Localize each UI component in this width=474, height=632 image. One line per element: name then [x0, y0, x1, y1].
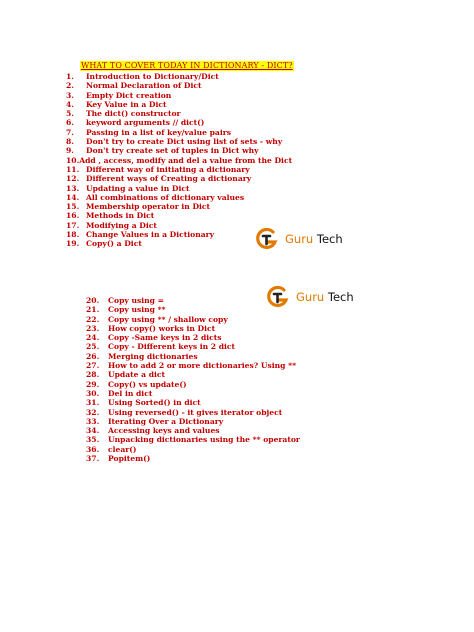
item-number: 27.: [86, 361, 100, 371]
item-number: 12.: [66, 174, 80, 184]
item-number: 19.: [66, 239, 80, 249]
list-item: [86, 380, 326, 389]
item-number: 11.: [66, 164, 80, 174]
item-number: 2.: [66, 81, 74, 91]
item-number: 4.: [66, 99, 74, 109]
item-text: Copy - Different keys in 2 dict: [108, 342, 236, 352]
item-number: 35.: [86, 435, 100, 445]
item-text: Key Value in a Dict: [86, 99, 167, 109]
item-text: Don't try create set of tuples in Dict why: [86, 146, 259, 156]
list-item: [86, 408, 326, 417]
item-text: All combinations of dictionary values: [86, 192, 245, 202]
list-item: [66, 184, 306, 193]
list-item: [66, 193, 306, 202]
item-number: 25.: [86, 342, 100, 352]
item-number: 6.: [66, 118, 74, 128]
topic-list-part-2: [86, 296, 326, 463]
item-number: 18.: [66, 230, 80, 240]
list-item: [66, 146, 306, 155]
item-number: 8.: [66, 137, 74, 147]
item-number: 29.: [86, 379, 100, 389]
item-text: Introduction to Dictionary/Dict: [86, 72, 219, 81]
list-item: [86, 398, 326, 407]
item-text: Normal Declaration of Dict: [86, 81, 202, 91]
list-item: [66, 100, 306, 109]
list-item: [66, 211, 306, 220]
list-item: [86, 454, 326, 463]
gurutech-logo-icon: [255, 227, 279, 251]
item-text: Del in dict: [108, 388, 153, 398]
item-text: Iterating Over a Dictionary: [108, 416, 224, 426]
list-item: [86, 315, 326, 324]
item-text: Copy using **: [108, 305, 166, 315]
item-text: Empty Dict creation: [86, 90, 172, 100]
list-item: [66, 81, 306, 90]
list-item: [66, 118, 306, 127]
item-text: How copy() works in Dict: [108, 323, 216, 333]
item-text: Different way of initiating a dictionary: [86, 164, 250, 174]
item-number: 14.: [66, 192, 80, 202]
item-number: 31.: [86, 398, 100, 408]
list-item: [66, 109, 306, 118]
list-item: [66, 202, 306, 211]
item-text: Don't try to create Dict using list of sets - why: [86, 137, 283, 147]
list-item: [66, 165, 306, 174]
item-text: Different ways of Creating a dictionary: [86, 174, 252, 184]
item-number: 10.: [66, 155, 80, 165]
document-title: WHAT TO COVER TODAY IN DICTIONARY - DICT?: [81, 61, 293, 70]
logo-text-tech: Tech: [313, 232, 343, 246]
item-number: 3.: [66, 90, 74, 100]
item-text: Using reversed() - it gives iterator object: [108, 407, 283, 417]
list-item: [66, 137, 306, 146]
item-text: Accessing keys and values: [108, 426, 220, 436]
logo-text-guru: Guru: [285, 232, 314, 246]
list-item: [86, 296, 326, 305]
item-text: Copy() vs update(): [108, 379, 187, 389]
item-number: 16.: [66, 211, 80, 221]
item-text: Change Values in a Dictionary: [86, 230, 215, 240]
item-text: Methods in Dict: [86, 211, 155, 221]
item-text: Membership operator in Dict: [86, 202, 211, 212]
list-item: [66, 91, 306, 100]
list-item: [66, 72, 306, 81]
item-text: keyword arguments // dict(): [86, 118, 205, 128]
item-text: How to add 2 or more dictionaries? Using **: [108, 361, 297, 371]
item-text: Copy using =: [108, 296, 164, 305]
list-item: [86, 305, 326, 314]
item-text: clear(): [108, 444, 137, 454]
item-number: 23.: [86, 323, 100, 333]
item-number: 20.: [86, 296, 100, 305]
list-item: [66, 174, 306, 183]
list-item: [86, 352, 326, 361]
list-item: [86, 389, 326, 398]
item-text: The dict() constructor: [86, 109, 181, 119]
logo-text-guru: Guru: [296, 290, 325, 304]
item-text: Passing in a list of key/value pairs: [86, 127, 232, 137]
list-item: [86, 361, 326, 370]
item-text: Modifying a Dict: [86, 220, 157, 230]
item-text: Add , access, modify and del a value from the Dict: [79, 155, 293, 165]
list-item: [86, 370, 326, 379]
gurutech-logo-text: [285, 232, 343, 246]
item-text: Copy -Same keys in 2 dicts: [108, 333, 222, 343]
item-number: 32.: [86, 407, 100, 417]
item-number: 36.: [86, 444, 100, 454]
item-number: 1.: [66, 72, 74, 81]
item-text: Using Sorted() in dict: [108, 398, 201, 408]
item-number: 34.: [86, 426, 100, 436]
item-number: 24.: [86, 333, 100, 343]
item-number: 9.: [66, 146, 74, 156]
list-item: [86, 435, 326, 444]
item-number: 30.: [86, 388, 100, 398]
item-number: 5.: [66, 109, 74, 119]
item-text: Unpacking dictionaries using the ** operator: [108, 435, 300, 445]
list-item: [86, 324, 326, 333]
item-number: 13.: [66, 183, 80, 193]
item-text: Copy() a Dict: [86, 239, 142, 249]
item-number: 37.: [86, 454, 100, 464]
item-number: 28.: [86, 370, 100, 380]
list-item: [86, 426, 326, 435]
item-number: 21.: [86, 305, 100, 315]
gurutech-logo: [255, 226, 343, 252]
list-item: [86, 445, 326, 454]
item-number: 33.: [86, 416, 100, 426]
list-item: [66, 156, 306, 165]
item-number: 17.: [66, 220, 80, 230]
list-item: [86, 333, 326, 342]
list-item: [86, 342, 326, 351]
item-text: Updating a value in Dict: [86, 183, 190, 193]
item-number: 22.: [86, 314, 100, 324]
topic-list-part-1: [66, 72, 306, 249]
item-text: Update a dict: [108, 370, 166, 380]
item-text: Copy using ** / shallow copy: [108, 314, 228, 324]
item-number: 7.: [66, 127, 74, 137]
item-text: Popitem(): [108, 454, 151, 464]
item-number: 26.: [86, 351, 100, 361]
item-text: Merging dictionaries: [108, 351, 198, 361]
logo-text-tech: Tech: [324, 290, 354, 304]
item-number: 15.: [66, 202, 80, 212]
list-item: [86, 417, 326, 426]
list-item: [66, 128, 306, 137]
